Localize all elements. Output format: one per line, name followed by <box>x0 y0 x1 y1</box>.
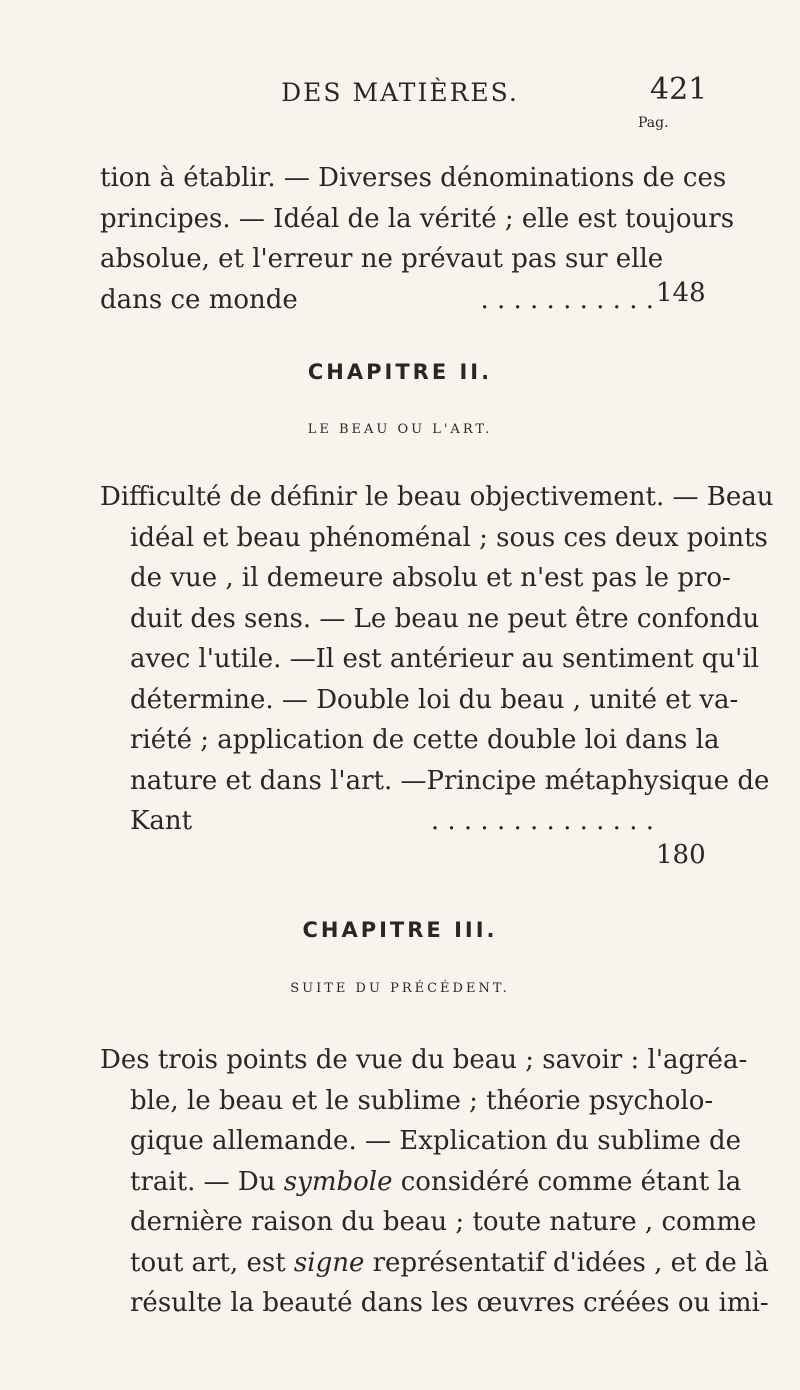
text-segment: trait. — Du <box>130 1166 284 1197</box>
italic-term: signe <box>293 1247 365 1278</box>
text-line: principes. — Idéal de la vérité ; elle est toujours <box>100 203 735 234</box>
text-line: tion à établir. — Diverses dénominations de ces <box>100 163 727 193</box>
running-header: DES MATIÈRES. <box>281 78 519 107</box>
chapter-heading: CHAPITRE II. <box>307 360 493 384</box>
text-line <box>100 1243 769 1284</box>
text-line: duit des sens. — Le beau ne peut être confondu <box>130 603 760 634</box>
text-segment: tout art, est <box>130 1247 294 1278</box>
text-line: avec l'utile. —Il est antérieur au sentiment qu'il <box>130 644 759 674</box>
leader-line <box>100 280 654 321</box>
chapter-subtitle: SUITE DU PRÉCÉDENT. <box>290 981 510 996</box>
text-line: résulte la beauté dans les œuvres créées ou imi- <box>130 1288 769 1318</box>
text-line: dernière raison du beau ; toute nature , comme <box>130 1207 757 1237</box>
text-line: ble, le beau et le sublime ; théorie psycholo- <box>130 1085 714 1116</box>
text-line: idéal et beau phénoménal ; sous ces deux points <box>130 522 768 553</box>
toc-entry-chapter3 <box>100 1040 769 1324</box>
text-line: nature et dans l'art. —Principe métaphysique de <box>130 765 770 796</box>
italic-term: symbole <box>283 1166 393 1197</box>
text-line <box>100 1162 742 1203</box>
toc-page-ref: 148 <box>656 278 706 308</box>
toc-entry-chapter2 <box>100 477 774 842</box>
text-line: absolue, et l'erreur ne prévaut pas sur elle <box>100 244 664 274</box>
text-line: gique allemande. — Explication du sublime de <box>130 1126 741 1156</box>
leader-line <box>100 801 654 842</box>
dot-leader: . . . . . . . . . . . <box>480 284 654 315</box>
text-segment: représentatif d'idées , et de là <box>364 1247 769 1278</box>
page-number: 421 <box>650 72 708 107</box>
text-line: de vue , il demeure absolu et n'est pas le pro- <box>130 563 731 593</box>
chapter-heading: CHAPITRE III. <box>302 918 498 942</box>
entry-text: dans ce monde <box>100 284 298 315</box>
toc-page-ref: 180 <box>656 840 706 870</box>
chapter-subtitle: LE BEAU OU L'ART. <box>307 422 493 437</box>
text-line: Difficulté de définir le beau objectivement. — Beau <box>100 482 774 512</box>
dot-leader: . . . . . . . . . . . . . . <box>430 806 654 836</box>
text-segment: considéré comme étant la <box>392 1166 742 1197</box>
pag-label: Pag. <box>638 115 669 131</box>
text-line: riété ; application de cette double loi dans la <box>130 725 720 755</box>
entry-text: Kant <box>130 806 193 836</box>
text-line: Des trois points de vue du beau ; savoir : l'agréa- <box>100 1045 748 1075</box>
text-line: détermine. — Double loi du beau , unité et va- <box>130 684 739 715</box>
